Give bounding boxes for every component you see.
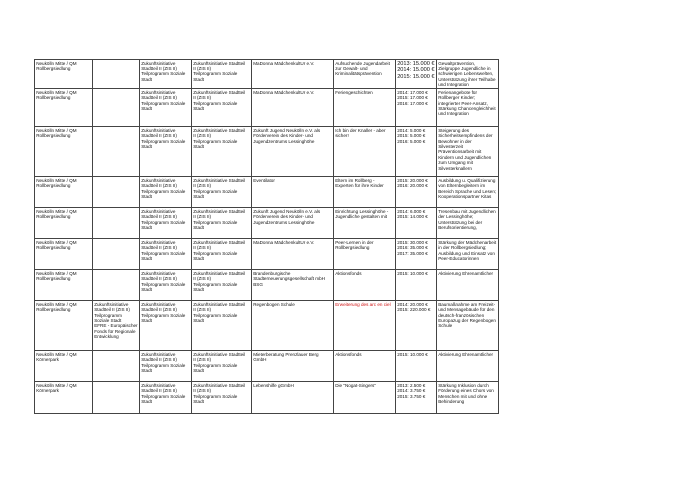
funding-cell: 2014: 5.000 € 2015: 5.000 € 2016: 5.000 € bbox=[396, 127, 437, 177]
area-cell: Neukölln Mitte / QM Rollbergsiedlung bbox=[35, 208, 93, 239]
project-cell: Eltern im Rollberg - Experten für ihre Kinder bbox=[334, 177, 396, 208]
program-cell bbox=[93, 127, 140, 177]
area-cell: Neukölln Mitte / QM Rollbergsiedlung bbox=[35, 177, 93, 208]
area-cell: Neukölln Mitte / QM Rollbergsiedlung bbox=[35, 127, 93, 177]
organization-cell: Zukunft Jugend Neukölln e.V. als Förderverein des Kinder- und Jugendzentrums Lessinghöhe bbox=[252, 127, 334, 177]
project-cell: Erweiterung des arc en ciel bbox=[334, 301, 396, 351]
funding-amounts: 2013: 15.000 € 2014: 15.000 € 2015: 15.000 € bbox=[397, 60, 435, 80]
organization-cell: Regenbogen Schule bbox=[252, 301, 334, 351]
description-cell: Ferienangebote für Rollberger Kinder; integrierter Peer-Ansatz, Stärkung Chancengleichheit und Integration bbox=[437, 89, 499, 127]
subprogram-cell: Zukunftsinitiative Stadtteil II (ZIS II) Teilprogramm Soziale Stadt bbox=[192, 301, 252, 351]
description-cell: Aktivierung Ehrenamtlicher bbox=[437, 351, 499, 382]
program-cell: Zukunftsinitiative Stadtteil II (ZIS II) Teilprogramm Soziale Stadt bbox=[140, 177, 192, 208]
description-cell: Stärkung Inklusion durch Förderung eines Chors von Menschen mit und ohne Behinderung bbox=[437, 382, 499, 414]
table-row bbox=[35, 270, 499, 301]
area-cell: Neukölln Mitte / QM Rollbergsiedlung bbox=[35, 89, 93, 127]
area-cell: Neukölln Mitte / QM Rollbergsiedlung bbox=[35, 301, 93, 351]
funding-cell: 2014: 6.000 € 2015: 14.000 € bbox=[396, 208, 437, 239]
description-cell: Aktivierung Ehrenamtlicher bbox=[437, 270, 499, 301]
description-cell: Gewaltprävention, Zielgruppe Jugendliche in schwierigen Lebenswelten, Unterstützung ihrer Teilhabe und Integration bbox=[437, 60, 499, 89]
program-cell: Zukunftsinitiative Stadtteil II (ZIS II) Teilprogramm Soziale Stadt EFRE - Europäischer Fonds für Regionale Entwicklung bbox=[93, 301, 140, 351]
funding-cell: 2015: 10.000 € bbox=[396, 270, 437, 301]
funding-cell: 2015: 20.000 € 2016: 20.000 € bbox=[396, 177, 437, 208]
program-cell: Zukunftsinitiative Stadtteil II (ZIS II) Teilprogramm Soziale Stadt bbox=[140, 382, 192, 414]
project-cell: Feriengeschichten bbox=[334, 89, 396, 127]
project-cell: Die "Nogat-Singers" bbox=[334, 382, 396, 414]
program-cell bbox=[93, 89, 140, 127]
table-row bbox=[35, 89, 499, 127]
organization-cell: Lebenshilfe gGmbH bbox=[252, 382, 334, 414]
area-cell: Neukölln Mitte / QM Rollbergsiedlung bbox=[35, 239, 93, 270]
table-row bbox=[35, 127, 499, 177]
area-cell: Neukölln Mitte / QM Rollbergsiedlung bbox=[35, 270, 93, 301]
program-cell bbox=[93, 208, 140, 239]
funding-cell: 2014: 20.000 € 2015: 220.000 € bbox=[396, 301, 437, 351]
program-cell bbox=[93, 239, 140, 270]
project-cell: Peer-Lernen in der Rollbergsiedlung bbox=[334, 239, 396, 270]
funding-table bbox=[34, 59, 499, 414]
subprogram-cell: Zukunftsinitiative Stadtteil II (ZIS II) Teilprogramm Soziale Stadt bbox=[192, 239, 252, 270]
table-row bbox=[35, 60, 499, 89]
organization-cell: Brandenburgische Stadterneuerungsgesellschaft mbH BSG bbox=[252, 270, 334, 301]
funding-cell: 2015: 30.000 € 2016: 35.000 € 2017: 35.000 € bbox=[396, 239, 437, 270]
organization-cell: MaDonna MädchenkultUr e.V. bbox=[252, 239, 334, 270]
project-cell: Ich bin der Knaller - aber sicher! bbox=[334, 127, 396, 177]
program-cell: Zukunftsinitiative Stadtteil II (ZIS II) Teilprogramm Soziale Stadt bbox=[140, 239, 192, 270]
table-row bbox=[35, 177, 499, 208]
subprogram-cell: Zukunftsinitiative Stadtteil II (ZIS II) Teilprogramm Soziale Stadt bbox=[192, 177, 252, 208]
program-cell: Zukunftsinitiative Stadtteil II (ZIS II) Teilprogramm Soziale Stadt bbox=[140, 127, 192, 177]
program-cell: Zukunftsinitiative Stadtteil II (ZIS II) Teilprogramm Soziale Stadt bbox=[140, 270, 192, 301]
description-cell: Tresenbau mit Jugendlichen der Lessinghöhe; Unterstützung bei der Berufsorientierung, bbox=[437, 208, 499, 239]
table-row bbox=[35, 239, 499, 270]
project-cell: Aktionsfonds bbox=[334, 351, 396, 382]
organization-cell: Zukunft Jugend Neukölln e.V. als Förderverein des Kinder- und Jugendzentrums Lessinghöhe bbox=[252, 208, 334, 239]
funding-cell bbox=[396, 60, 437, 89]
area-cell: Neukölln Mitte / QM Körnerpark bbox=[35, 382, 93, 414]
program-cell: Zukunftsinitiative Stadtteil II (ZIS II) Teilprogramm Soziale Stadt bbox=[140, 60, 192, 89]
description-cell: Stärkung der Mädchenarbeit in der Rollbergsiedlung; Ausbildung und Einsatz von Peer-Educatorinnen bbox=[437, 239, 499, 270]
description-cell: Ausbildung u. Qualifizierung von Elternbegleitern im Bereich Sprache und Lesen; Kooperationspartner Kitas bbox=[437, 177, 499, 208]
program-cell bbox=[93, 177, 140, 208]
organization-cell: Mieterberatung Prenzlauer Berg GmbH bbox=[252, 351, 334, 382]
area-cell: Neukölln Mitte / QM Rollbergsiedlung bbox=[35, 60, 93, 89]
subprogram-cell: Zukunftsinitiative Stadtteil II (ZIS II) Teilprogramm Soziale Stadt bbox=[192, 127, 252, 177]
table-row bbox=[35, 301, 499, 351]
funding-cell: 2013: 2.500 € 2014: 3.750 € 2015: 3.750 € bbox=[396, 382, 437, 414]
program-cell: Zukunftsinitiative Stadtteil II (ZIS II) Teilprogramm Soziale Stadt bbox=[140, 89, 192, 127]
funding-cell: 2014: 17.000 € 2015: 17.000 € 2016: 17.000 € bbox=[396, 89, 437, 127]
project-cell: Aktionsfonds bbox=[334, 270, 396, 301]
funding-cell: 2015: 10.000 € bbox=[396, 351, 437, 382]
area-cell: Neukölln Mitte / QM Körnerpark bbox=[35, 351, 93, 382]
program-cell: Zukunftsinitiative Stadtteil II (ZIS II) Teilprogramm Soziale Stadt bbox=[140, 301, 192, 351]
table-row bbox=[35, 351, 499, 382]
program-cell bbox=[93, 382, 140, 414]
program-cell: Zukunftsinitiative Stadtteil II (ZIS II) Teilprogramm Soziale Stadt bbox=[140, 351, 192, 382]
organization-cell: MaDonna MädchenkultUr e.V. bbox=[252, 89, 334, 127]
description-cell: Baumaßnahme am Freizeit- und Mensagebäude für den deutsch-französischen Europazug der Regenbogen Schule bbox=[437, 301, 499, 351]
description-cell: Steigerung des Sicherheitsempfindens der Bewohner in der Silvesterzeit Präventionsarbeit mit Kindern und Jugendlichen zum Umgang mit Silvesterknallern bbox=[437, 127, 499, 177]
program-cell bbox=[93, 270, 140, 301]
table-row bbox=[35, 208, 499, 239]
subprogram-cell: Zukunftsinitiative Stadtteil II (ZIS II) Teilprogramm Soziale Stadt bbox=[192, 208, 252, 239]
subprogram-cell: Zukunftsinitiative Stadtteil II (ZIS II) Teilprogramm Soziale Stadt bbox=[192, 382, 252, 414]
subprogram-cell: Zukunftsinitiative Stadtteil II (ZIS II) Teilprogramm Soziale Stadt bbox=[192, 351, 252, 382]
program-cell bbox=[93, 60, 140, 89]
table-row bbox=[35, 382, 499, 414]
subprogram-cell: Zukunftsinitiative Stadtteil II (ZIS II) Teilprogramm Soziale Stadt bbox=[192, 89, 252, 127]
program-cell bbox=[93, 351, 140, 382]
project-cell: Einrichtung Lessinghöhe - Jugendliche gestalten mit bbox=[334, 208, 396, 239]
subprogram-cell: Zukunftsinitiative Stadtteil II (ZIS II) Teilprogramm Soziale Stadt bbox=[192, 60, 252, 89]
project-cell: Aufsuchende Jugendarbeit zur Gewalt- und Kriminalitätsprävention bbox=[334, 60, 396, 89]
subprogram-cell: Zukunftsinitiative Stadtteil II (ZIS II) Teilprogramm Soziale Stadt bbox=[192, 270, 252, 301]
organization-cell: MaDonna MädchenkultUr e.V. bbox=[252, 60, 334, 89]
program-cell: Zukunftsinitiative Stadtteil II (ZIS II) Teilprogramm Soziale Stadt bbox=[140, 208, 192, 239]
organization-cell: Eventilator bbox=[252, 177, 334, 208]
